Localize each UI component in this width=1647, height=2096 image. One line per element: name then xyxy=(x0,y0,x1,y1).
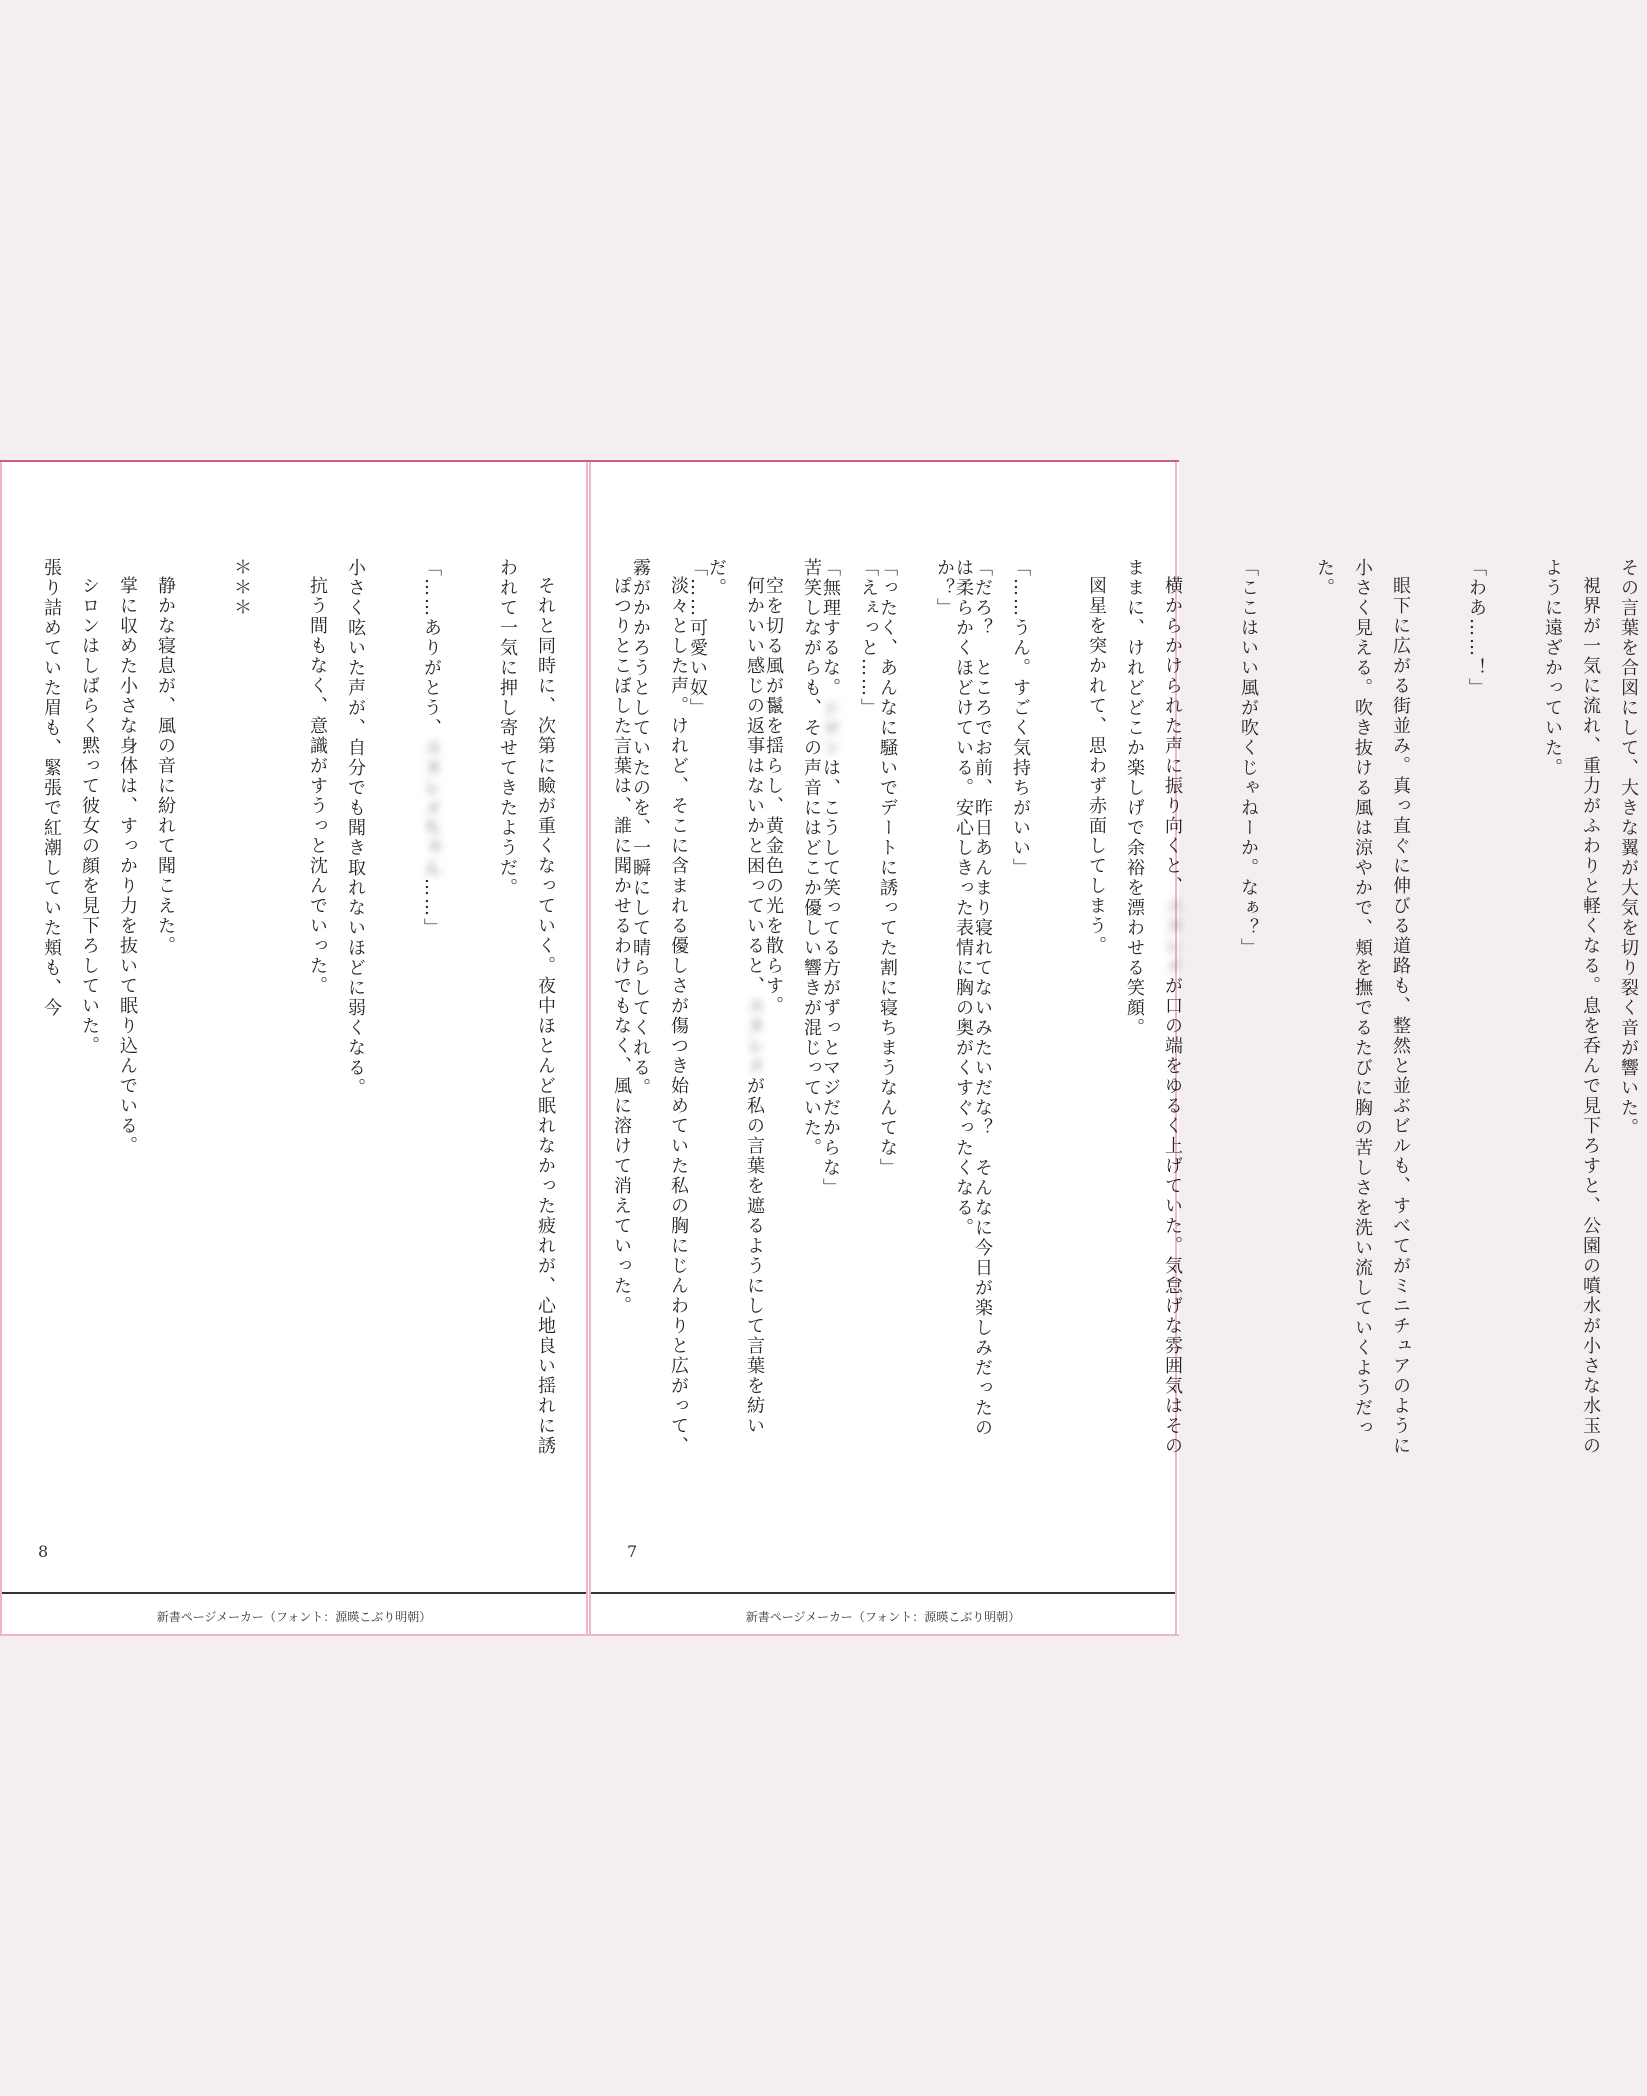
paragraph xyxy=(811,558,849,1458)
footer-label-left: 新書ページメーカー（フォント：源暎こぶり明朝） xyxy=(156,1610,432,1624)
paragraph xyxy=(1077,558,1115,1458)
paragraph xyxy=(374,558,412,1458)
paragraph-text: 視界が一気に流れ、重力がふわりと軽くなる。息を呑んで見下ろすと、公園の噴水が小さな水玉のように遠ざかっていた。 xyxy=(1542,558,1601,1456)
paragraph-text: ぽつりとこぼした言葉は、誰に聞かせるわけでもなく、風に溶けて消えていった。 xyxy=(611,576,632,1316)
paragraph xyxy=(1609,558,1647,1458)
paragraph xyxy=(773,558,811,1458)
paragraph xyxy=(887,558,925,1458)
paragraph xyxy=(32,558,70,1458)
paragraph xyxy=(222,558,260,1458)
paragraph-text: 「ったく、あんなに騒いでデートに誘ってた割に寝ちまうなんてな」 xyxy=(877,558,898,1178)
paragraph-text: 何かいい感じの返事はないかと困っていると、 xyxy=(744,576,765,996)
paragraph-text: 「……可愛い奴」 xyxy=(687,558,708,718)
paragraph-text: 淡々とした声。けれど、そこに含まれる優しさが傷つき始めていた私の胸にじんわりと広がって、霧がかかろうとしていたのを、一瞬にして晴らしてくれる。 xyxy=(630,558,689,1456)
blurred-name: ユヌレメ xyxy=(744,996,765,1076)
page-number-right: 7 xyxy=(627,1542,638,1561)
paragraph-text: 掌に収めた小さな身体は、すっかり力を抜いて眠り込んでいる。 xyxy=(117,576,138,1156)
paragraph xyxy=(260,558,298,1458)
paragraph-text: は、こうして笑ってる方がずっとマジだからな」 xyxy=(820,758,841,1198)
paragraph-text: が口の端をゆるく上げていた。気怠げな雰囲気はそのままに、けれどどこか楽しげで余裕を漂わせる笑顔。 xyxy=(1124,558,1183,1456)
footer-label-right: 新書ページメーカー（フォント：源暎こぶり明朝） xyxy=(745,1610,1021,1624)
paragraph xyxy=(1457,558,1495,1458)
footer-rule-left xyxy=(2,1592,586,1594)
paragraph-text: その言葉を合図にして、大きな翼が大気を切り裂く音が響いた。 xyxy=(1618,558,1639,1138)
paragraph xyxy=(697,558,773,1458)
paragraph-text: が私の言葉を遮るようにして言葉を紡いだ。 xyxy=(706,558,765,1436)
paragraph xyxy=(1039,558,1077,1458)
paragraph-text: 「……うん。すごく気持ちがいい」 xyxy=(1010,558,1031,878)
paragraph-text: 空を切る風が鬣を揺らし、黄金色の光を散らす。 xyxy=(763,576,784,1016)
paragraph xyxy=(184,558,222,1458)
body-text-right xyxy=(621,558,1647,1458)
paragraph-text: ＊＊＊ xyxy=(231,558,252,618)
paragraph xyxy=(336,558,374,1458)
paragraph xyxy=(1495,558,1533,1458)
paragraph xyxy=(298,558,336,1458)
paragraph xyxy=(1115,558,1191,1458)
paragraph xyxy=(1419,558,1457,1458)
paragraph-text: は柔らかくほどけている。安心しきった表情に胸の奥がくすぐったくなる。 xyxy=(953,558,974,1238)
paragraph-text: 「……ありがとう、 xyxy=(421,558,442,738)
paragraph xyxy=(1229,558,1267,1458)
paragraph-text: 横からかけられた声に振り向くと、 xyxy=(1162,576,1183,896)
paragraph xyxy=(70,558,108,1458)
paragraph-text: 眼下に広がる街並み。真っ直ぐに伸びる道路も、整然と並ぶビルも、すべてがミニチュアのように小さく見える。吹き抜ける風は涼やかで、頬を撫でるたびに胸の苦しさを洗い流していくようだった。 xyxy=(1314,558,1411,1456)
paragraph-text: 静かな寝息が、風の音に紛れて聞こえた。 xyxy=(155,576,176,956)
paragraph-text: ……」 xyxy=(421,878,442,938)
paragraph xyxy=(108,558,146,1458)
paragraph xyxy=(488,558,564,1458)
paragraph xyxy=(412,558,450,1458)
paragraph xyxy=(849,558,887,1458)
paragraph-text: 小さく呟いた声が、自分でも聞き取れないほどに弱くなる。 xyxy=(345,558,366,1098)
page-right xyxy=(589,462,1639,1634)
paragraph-text: 「わあ……！」 xyxy=(1466,558,1487,698)
blurred-name: ユヌレメ xyxy=(1162,896,1183,976)
paragraph xyxy=(621,558,697,1458)
text-area-right xyxy=(621,558,1639,1458)
paragraph-text: 「ここはいい風が吹くじゃねーか。なぁ？」 xyxy=(1238,558,1259,958)
blurred-name: ユヌレメちゃん xyxy=(421,738,442,878)
paragraph-text: それと同時に、次第に瞼が重くなっていく。夜中ほとんど眠れなかった疲れが、心地良い揺れに誘われて一気に押し寄せてきたようだ。 xyxy=(497,558,556,1456)
paragraph-text: 抗う間もなく、意識がすうっと沈んでいった。 xyxy=(307,576,328,996)
book-spread xyxy=(0,460,1639,1636)
paragraph xyxy=(1533,558,1609,1458)
paragraph xyxy=(1305,558,1419,1458)
paragraph-text: 張り詰めていた眉も、緊張で紅潮していた頬も、今 xyxy=(41,558,62,1018)
paragraph xyxy=(1267,558,1305,1458)
paragraph xyxy=(146,558,184,1458)
paragraph xyxy=(1191,558,1229,1458)
blurred-name: シロン xyxy=(820,698,841,758)
paragraph xyxy=(450,558,488,1458)
footer-rule-right xyxy=(591,1592,1175,1594)
paragraph-text: 「だろ？ ところでお前、昨日あんまり寝れてないみたいだな？ そんなに今日が楽しみだったのか？」 xyxy=(934,558,993,1438)
paragraph-text: 苦笑しながらも、その声音にはどこか優しい響きが混じっていた。 xyxy=(801,558,822,1158)
paragraph xyxy=(925,558,1001,1458)
page-number-left: 8 xyxy=(38,1542,49,1561)
paragraph-text: 「えぇっと……」 xyxy=(858,558,879,718)
paragraph-text: シロンはしばらく黙って彼女の顔を見下ろしていた。 xyxy=(79,576,100,1056)
paragraph-text: 「無理するな。 xyxy=(820,558,841,698)
paragraph-text: 図星を突かれて、思わず赤面してしまう。 xyxy=(1086,576,1107,956)
paragraph xyxy=(1001,558,1039,1458)
